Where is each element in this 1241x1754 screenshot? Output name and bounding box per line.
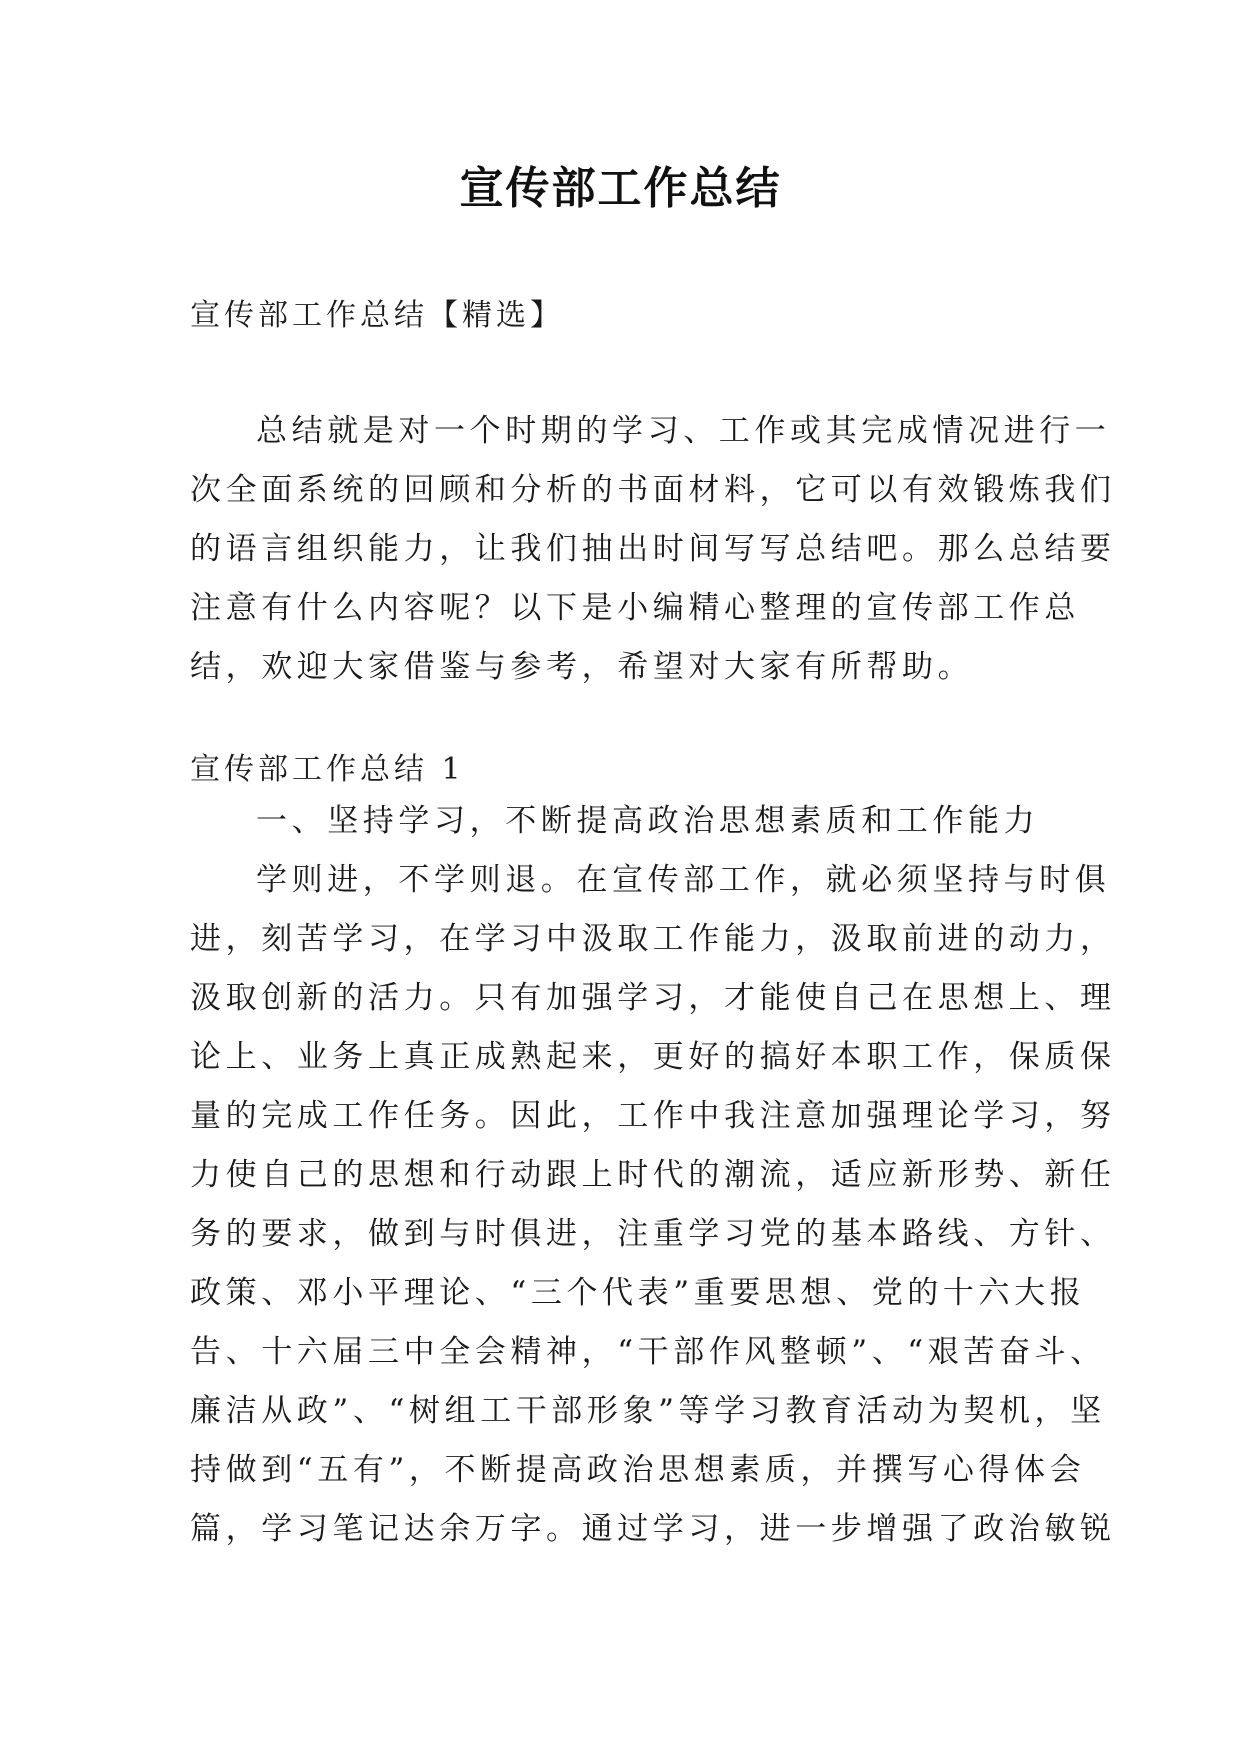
document-subtitle: 宣传部工作总结【精选】	[190, 298, 564, 333]
section-body	[190, 792, 1116, 1559]
section-heading: 一、坚持学习，不断提高政治思想素质和工作能力	[256, 803, 1040, 839]
body-line: 廉洁从政”、“树组工干部形象”等学习教育活动为契机，坚	[190, 1393, 1106, 1429]
body-line: 量的完成工作任务。因此，工作中我注意加强理论学习，努	[190, 1098, 1116, 1134]
body-line: 篇，学习笔记达余万字。通过学习，进一步增强了政治敏锐	[190, 1511, 1116, 1547]
intro-line: 的语言组织能力，让我们抽出时间写写总结吧。那么总结要	[190, 531, 1116, 567]
body-line: 务的要求，做到与时俱进，注重学习党的基本路线、方针、	[190, 1216, 1116, 1252]
body-line: 告、十六届三中全会精神，“干部作风整顿”、“艰苦奋斗、	[190, 1334, 1106, 1370]
intro-line: 结，欢迎大家借鉴与参考，希望对大家有所帮助。	[190, 649, 974, 685]
body-line: 持做到“五有”，不断提高政治思想素质，并撰写心得体会	[190, 1452, 1086, 1488]
section-title: 宣传部工作总结 1	[190, 752, 465, 787]
intro-line: 总结就是对一个时期的学习、工作或其完成情况进行一	[256, 413, 1111, 449]
intro-paragraph	[190, 402, 1116, 697]
intro-line: 次全面系统的回顾和分析的书面材料，它可以有效锻炼我们	[190, 472, 1116, 508]
body-line: 学则进，不学则退。在宣传部工作，就必须坚持与时俱	[256, 862, 1111, 898]
body-line: 进，刻苦学习，在学习中汲取工作能力，汲取前进的动力，	[190, 921, 1116, 957]
body-line: 力使自己的思想和行动跟上时代的潮流，适应新形势、新任	[190, 1157, 1116, 1193]
body-line: 政策、邓小平理论、“三个代表”重要思想、党的十六大报	[190, 1275, 1086, 1311]
body-line: 论上、业务上真正成熟起来，更好的搞好本职工作，保质保	[190, 1039, 1116, 1075]
body-line: 汲取创新的活力。只有加强学习，才能使自己在思想上、理	[190, 980, 1116, 1016]
intro-line: 注意有什么内容呢？以下是小编精心整理的宣传部工作总	[190, 590, 1080, 626]
document-title: 宣传部工作总结	[459, 163, 782, 214]
